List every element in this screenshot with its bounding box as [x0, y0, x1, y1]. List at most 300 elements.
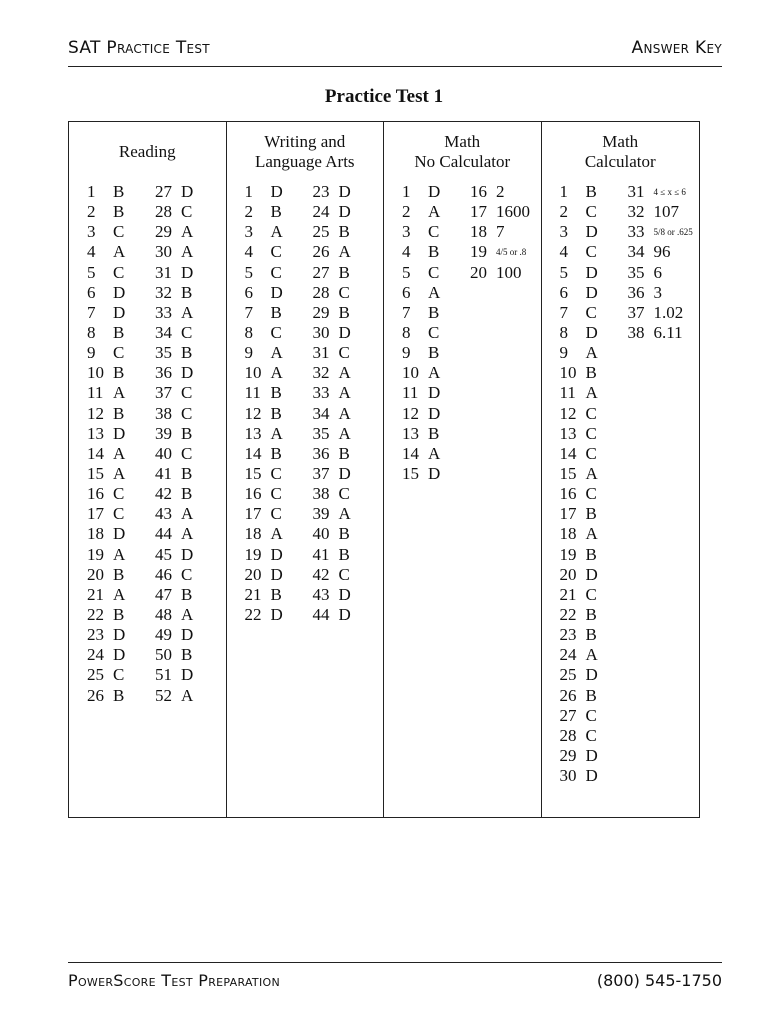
question-number: 19: [470, 242, 487, 262]
answer-value: D: [113, 423, 126, 443]
answer-value: 4/5 or .8: [496, 247, 527, 258]
answer-value: A: [181, 524, 194, 544]
answer-value: A: [113, 584, 126, 604]
answer-row: [313, 263, 351, 283]
answer-row: [560, 222, 598, 242]
answer-row: [470, 182, 530, 202]
answer-value: D: [428, 182, 441, 201]
question-number: 1: [559, 182, 568, 201]
question-number: 22: [87, 604, 104, 624]
answer-row: [245, 585, 283, 605]
question-number: 31: [155, 262, 172, 282]
question-number: 23: [87, 625, 104, 645]
answer-value: A: [113, 443, 126, 463]
question-number: 39: [155, 423, 172, 443]
answer-value: A: [338, 403, 351, 423]
answer-row: [155, 283, 193, 303]
answer-value: A: [338, 504, 351, 524]
question-number: 48: [155, 604, 172, 624]
answer-value: B: [585, 625, 597, 645]
answer-row: [87, 504, 125, 524]
answer-value: C: [270, 504, 282, 524]
section-column: [69, 122, 227, 817]
question-number: 3: [402, 222, 411, 242]
answer-subcolumn: [313, 182, 351, 625]
question-number: 10: [402, 363, 419, 383]
answer-row: [245, 182, 283, 202]
answer-value: B: [113, 403, 125, 423]
answer-value: D: [113, 524, 126, 544]
answer-row: [155, 363, 193, 383]
answer-value: D: [181, 363, 194, 383]
answer-value: B: [585, 504, 597, 524]
question-number: 27: [312, 262, 330, 282]
question-number: 44: [312, 604, 330, 624]
answer-value: A: [270, 222, 283, 242]
answer-value: C: [585, 242, 597, 262]
question-number: 8: [402, 322, 411, 342]
question-number: 3: [559, 222, 568, 242]
answer-value: A: [585, 383, 598, 403]
answer-row: [155, 383, 193, 403]
answer-value: B: [181, 463, 193, 483]
question-number: 32: [627, 202, 645, 222]
answer-row: [313, 565, 351, 585]
answer-value: C: [181, 403, 193, 423]
question-number: 25: [312, 222, 330, 242]
answer-value: 96: [653, 242, 671, 262]
question-number: 31: [627, 182, 645, 201]
question-number: 39: [312, 504, 330, 524]
answer-value: D: [113, 645, 126, 665]
answer-row: [87, 625, 125, 645]
answer-value: C: [270, 322, 282, 342]
answer-row: [87, 464, 125, 484]
page-footer: [68, 962, 722, 993]
answer-row: [628, 202, 693, 222]
answer-value: B: [113, 322, 125, 342]
question-number: 8: [244, 322, 253, 342]
question-number: 7: [402, 302, 411, 322]
answer-row: [560, 202, 598, 222]
answer-value: A: [181, 604, 194, 624]
question-number: 18: [470, 222, 487, 242]
answer-value: 5/8 or .625: [653, 227, 693, 238]
question-number: 38: [312, 484, 330, 504]
question-number: 37: [627, 302, 645, 322]
question-number: 24: [559, 645, 577, 665]
answer-row: [87, 283, 125, 303]
answer-value: A: [181, 302, 194, 322]
answer-value: C: [585, 423, 597, 443]
question-number: 2: [559, 202, 568, 222]
section-heading: [384, 130, 541, 174]
question-number: 26: [87, 685, 104, 705]
question-number: 3: [87, 222, 96, 242]
question-number: 27: [155, 182, 172, 201]
answer-row: [313, 242, 351, 262]
answer-row: [87, 263, 125, 283]
question-number: 20: [87, 564, 104, 584]
answer-value: C: [113, 484, 125, 504]
answer-row: [628, 222, 693, 242]
answer-row: [245, 524, 283, 544]
answer-row: [87, 222, 125, 242]
answer-value: D: [113, 282, 126, 302]
question-number: 20: [559, 564, 577, 584]
answer-row: [87, 545, 125, 565]
answer-value: B: [270, 584, 282, 604]
question-number: 35: [627, 262, 645, 282]
question-number: 14: [559, 443, 577, 463]
answer-value: D: [428, 463, 441, 483]
question-number: 10: [244, 363, 262, 383]
question-number: 34: [312, 403, 330, 423]
answer-row: [560, 242, 598, 262]
answer-row: [87, 686, 125, 706]
answer-row: [245, 383, 283, 403]
question-number: 9: [244, 343, 253, 363]
answer-value: A: [428, 443, 441, 463]
question-number: 16: [559, 484, 577, 504]
question-number: 49: [155, 625, 172, 645]
answer-value: A: [338, 383, 351, 403]
question-number: 31: [312, 343, 330, 363]
section-column: [227, 122, 385, 817]
answer-row: [155, 424, 193, 444]
answer-row: [155, 645, 193, 665]
answer-row: [402, 222, 440, 242]
answer-value: D: [181, 544, 194, 564]
answer-row: [245, 424, 283, 444]
question-number: 6: [559, 282, 568, 302]
answer-row: [245, 545, 283, 565]
answer-value: C: [585, 484, 597, 504]
question-number: 40: [312, 524, 330, 544]
question-number: 33: [155, 302, 172, 322]
section-heading: [69, 130, 226, 174]
question-number: 11: [244, 383, 261, 403]
answer-row: [470, 202, 530, 222]
question-number: 21: [244, 584, 262, 604]
question-number: 28: [312, 282, 330, 302]
answer-row: [628, 283, 693, 303]
answer-value: B: [585, 182, 597, 201]
answer-row: [87, 404, 125, 424]
answer-value: A: [585, 645, 598, 665]
answer-value: C: [585, 705, 597, 725]
answer-value: C: [270, 484, 282, 504]
answer-value: B: [585, 604, 597, 624]
answer-value: B: [270, 202, 282, 222]
question-number: 41: [155, 463, 172, 483]
answer-value: D: [270, 282, 283, 302]
answer-value: B: [428, 242, 440, 262]
answer-row: [155, 464, 193, 484]
answer-row: [402, 182, 440, 202]
answer-row: [560, 545, 598, 565]
answer-value: C: [181, 443, 193, 463]
answer-row: [402, 343, 440, 363]
answer-row: [560, 363, 598, 383]
answer-row: [313, 363, 351, 383]
question-number: 42: [155, 484, 172, 504]
section-heading-line: No Calculator: [414, 152, 511, 171]
question-number: 30: [312, 322, 330, 342]
answer-row: [560, 182, 598, 202]
question-number: 38: [627, 322, 645, 342]
question-number: 12: [87, 403, 104, 423]
answer-row: [245, 504, 283, 524]
answer-row: [313, 202, 351, 222]
answer-value: B: [585, 544, 597, 564]
answer-value: C: [585, 202, 597, 222]
question-number: 5: [559, 262, 568, 282]
answer-value: C: [270, 262, 282, 282]
question-number: 44: [155, 524, 172, 544]
answer-row: [313, 303, 351, 323]
question-number: 17: [559, 504, 577, 524]
answer-value: B: [113, 182, 125, 201]
page-header: [68, 36, 722, 67]
answer-row: [87, 565, 125, 585]
answer-value: B: [181, 584, 193, 604]
answer-value: D: [181, 262, 194, 282]
question-number: 23: [559, 625, 577, 645]
answer-value: A: [428, 282, 441, 302]
answer-row: [313, 424, 351, 444]
answer-row: [313, 464, 351, 484]
question-number: 11: [559, 383, 576, 403]
answer-value: A: [113, 544, 126, 564]
answer-row: [245, 605, 283, 625]
answer-value: A: [585, 343, 598, 363]
answer-row: [560, 645, 598, 665]
answer-row: [87, 585, 125, 605]
answer-row: [245, 263, 283, 283]
answer-value: C: [338, 564, 350, 584]
answer-row: [402, 464, 440, 484]
answer-row: [245, 323, 283, 343]
answer-row: [245, 404, 283, 424]
answer-value: A: [428, 363, 441, 383]
answer-value: A: [181, 504, 194, 524]
answer-value: C: [181, 564, 193, 584]
answer-value: A: [181, 685, 194, 705]
answer-row: [87, 303, 125, 323]
answer-value: C: [270, 242, 282, 262]
question-number: 25: [559, 665, 577, 685]
answer-value: A: [113, 242, 126, 262]
answer-row: [245, 464, 283, 484]
answer-value: A: [338, 423, 351, 443]
question-number: 9: [402, 343, 411, 363]
question-number: 18: [559, 524, 577, 544]
answer-value: C: [113, 222, 125, 242]
question-number: 19: [244, 544, 262, 564]
question-number: 16: [244, 484, 262, 504]
question-number: 20: [244, 564, 262, 584]
answer-value: B: [428, 343, 440, 363]
answer-row: [402, 303, 440, 323]
answer-value: 3: [653, 282, 662, 302]
answer-value: A: [338, 242, 351, 262]
answer-value: C: [113, 262, 125, 282]
question-number: 45: [155, 544, 172, 564]
answer-row: [313, 323, 351, 343]
answer-value: C: [338, 484, 350, 504]
question-number: 14: [244, 443, 262, 463]
answer-value: A: [270, 363, 283, 383]
question-number: 30: [155, 242, 172, 262]
answer-row: [87, 182, 125, 202]
answer-value: C: [428, 262, 440, 282]
answer-row: [87, 645, 125, 665]
answer-row: [560, 303, 598, 323]
question-number: 43: [312, 584, 330, 604]
answer-row: [313, 383, 351, 403]
question-number: 38: [155, 403, 172, 423]
question-number: 26: [312, 242, 330, 262]
question-number: 10: [559, 363, 577, 383]
answer-value: B: [113, 564, 125, 584]
answer-value: B: [181, 484, 193, 504]
question-number: 3: [244, 222, 253, 242]
answer-row: [313, 484, 351, 504]
question-number: 13: [559, 423, 577, 443]
answer-row: [628, 182, 693, 202]
answer-value: 1.02: [653, 302, 684, 322]
answer-row: [560, 686, 598, 706]
question-number: 29: [312, 302, 330, 322]
answer-row: [560, 323, 598, 343]
answer-row: [155, 263, 193, 283]
answer-value: B: [181, 282, 193, 302]
answer-subcolumn: [402, 182, 440, 484]
answer-value: 100: [496, 262, 522, 282]
answer-value: B: [181, 645, 193, 665]
answer-value: C: [585, 725, 597, 745]
section-heading: [542, 130, 700, 174]
question-number: 29: [155, 222, 172, 242]
answer-row: [245, 303, 283, 323]
answer-row: [402, 424, 440, 444]
answer-row: [402, 404, 440, 424]
answer-row: [245, 283, 283, 303]
answer-row: [87, 343, 125, 363]
question-number: 34: [627, 242, 645, 262]
section-heading: [227, 130, 384, 174]
question-number: 32: [312, 363, 330, 383]
answer-row: [560, 404, 598, 424]
answer-value: B: [113, 202, 125, 222]
question-number: 12: [244, 403, 262, 423]
question-number: 17: [87, 504, 104, 524]
answer-value: D: [585, 564, 598, 584]
answer-value: A: [113, 383, 126, 403]
question-number: 21: [559, 584, 577, 604]
answer-row: [155, 686, 193, 706]
answer-value: B: [338, 544, 350, 564]
question-number: 22: [559, 604, 577, 624]
answer-row: [560, 585, 598, 605]
question-number: 7: [559, 302, 568, 322]
answer-row: [313, 343, 351, 363]
answer-row: [155, 545, 193, 565]
question-number: 15: [402, 463, 419, 483]
question-number: 8: [87, 322, 96, 342]
question-number: 8: [559, 322, 568, 342]
answer-row: [155, 323, 193, 343]
answer-value: 6: [653, 262, 662, 282]
answer-value: D: [585, 262, 598, 282]
question-number: 40: [155, 443, 172, 463]
answer-value: A: [270, 423, 283, 443]
answer-row: [155, 182, 193, 202]
question-number: 36: [155, 363, 172, 383]
answer-value: C: [338, 282, 350, 302]
question-number: 15: [244, 463, 262, 483]
answer-row: [245, 363, 283, 383]
question-number: 37: [312, 463, 330, 483]
question-number: 2: [402, 202, 411, 222]
answer-value: B: [270, 302, 282, 322]
question-number: 51: [155, 665, 172, 685]
answer-row: [155, 484, 193, 504]
answer-value: C: [181, 322, 193, 342]
answer-row: [402, 202, 440, 222]
answer-value: B: [113, 685, 125, 705]
answer-row: [245, 202, 283, 222]
answer-row: [313, 585, 351, 605]
answer-value: D: [428, 403, 441, 423]
question-number: 32: [155, 282, 172, 302]
answer-value: B: [113, 604, 125, 624]
question-number: 4: [244, 242, 253, 262]
question-number: 20: [470, 262, 487, 282]
answer-row: [560, 383, 598, 403]
question-number: 2: [244, 202, 253, 222]
section-column: [384, 122, 542, 817]
answer-value: D: [338, 584, 351, 604]
answer-row: [245, 343, 283, 363]
answer-row: [155, 404, 193, 424]
question-number: 23: [312, 182, 330, 201]
question-number: 4: [559, 242, 568, 262]
answer-row: [560, 605, 598, 625]
question-number: 43: [155, 504, 172, 524]
question-number: 24: [87, 645, 104, 665]
answer-value: 1600: [496, 202, 530, 222]
answer-value: C: [585, 584, 597, 604]
section-heading-line: Reading: [118, 142, 176, 161]
question-number: 5: [244, 262, 253, 282]
question-number: 17: [244, 504, 262, 524]
answer-row: [560, 424, 598, 444]
answer-value: C: [181, 202, 193, 222]
answer-value: 4 ≤ x ≤ 6: [653, 187, 686, 197]
question-number: 34: [155, 322, 172, 342]
answer-value: C: [585, 403, 597, 423]
answer-value: D: [113, 302, 126, 322]
question-number: 5: [87, 262, 96, 282]
question-number: 15: [87, 463, 104, 483]
answer-subcolumn: [155, 182, 193, 706]
answer-value: D: [181, 182, 194, 201]
answer-value: A: [181, 222, 194, 242]
answer-row: [560, 726, 598, 746]
answer-value: D: [181, 665, 194, 685]
